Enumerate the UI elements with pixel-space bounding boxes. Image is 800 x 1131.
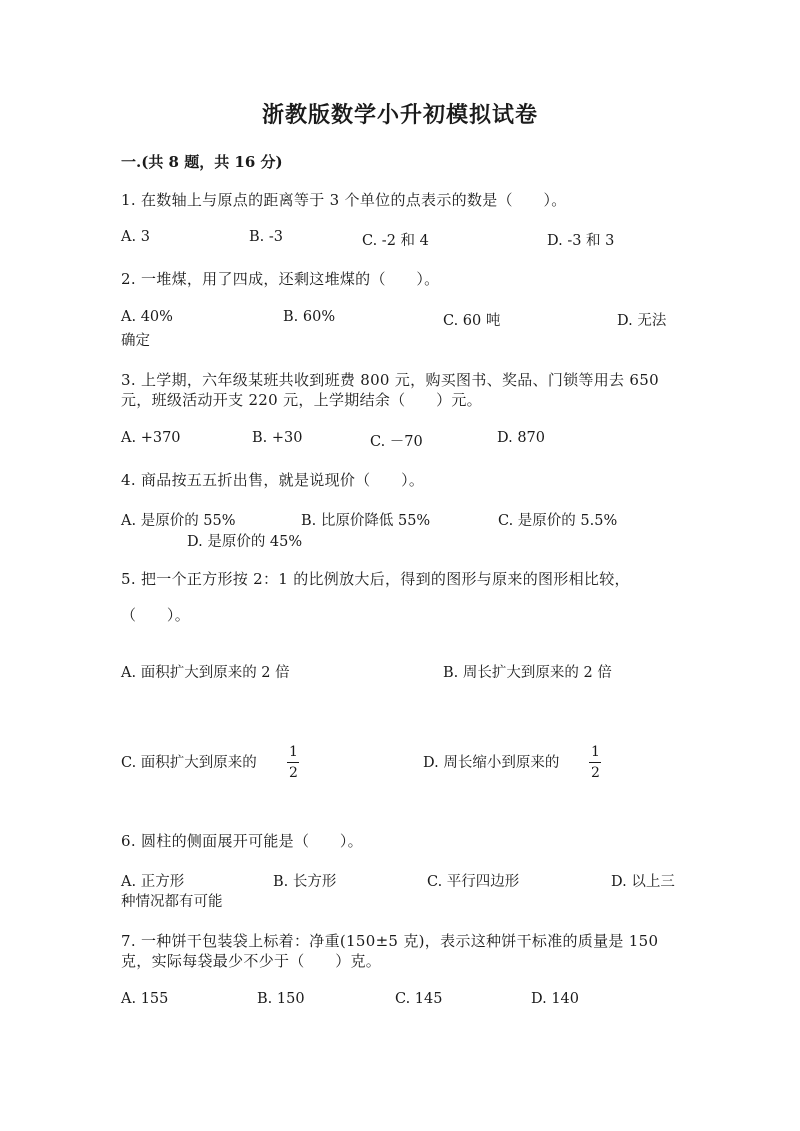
question-3-option-b[interactable]: B. +30 xyxy=(252,430,303,446)
question-3-option-c[interactable]: C. －70 xyxy=(370,434,423,450)
question-4-option-b[interactable]: B. 比原价降低 55% xyxy=(301,513,431,529)
question-5-option-d-fraction xyxy=(589,745,602,780)
question-1-option-c[interactable]: C. -2 和 4 xyxy=(362,233,429,249)
question-7-text-line-2: 克，实际每袋最少不少于（ ）克。 xyxy=(121,952,382,970)
question-4-option-c[interactable]: C. 是原价的 5.5% xyxy=(498,513,618,529)
question-1-option-b[interactable]: B. -3 xyxy=(249,229,283,245)
question-3-text-line-1: 3. 上学期，六年级某班共收到班费 800 元，购买图书、奖品、门锁等用去 650 xyxy=(121,371,659,389)
page-title: 浙教版数学小升初模拟试卷 xyxy=(261,102,538,128)
question-7-text-line-1: 7. 一种饼干包装袋上标着：净重(150±5 克)，表示这种饼干标准的质量是 150 xyxy=(121,932,659,950)
question-5-text-line-1: 5. 把一个正方形按 2：1 的比例放大后，得到的图形与原来的图形相比较， xyxy=(121,570,630,588)
question-5-option-d[interactable]: D. 周长缩小到原来的 xyxy=(423,755,560,771)
question-3-text-line-2: 元，班级活动开支 220 元，上学期结余（ ）元。 xyxy=(121,391,482,409)
question-3-option-a[interactable]: A. +370 xyxy=(121,430,181,446)
question-3-option-d[interactable]: D. 870 xyxy=(497,430,546,446)
question-4-option-d[interactable]: D. 是原价的 45% xyxy=(187,534,303,550)
question-6-option-d-continued: 种情况都有可能 xyxy=(121,894,223,910)
question-5-option-b[interactable]: B. 周长扩大到原来的 2 倍 xyxy=(443,665,612,681)
question-6-option-b[interactable]: B. 长方形 xyxy=(273,874,337,890)
question-2-text: 2. 一堆煤，用了四成，还剩这堆煤的（ ）。 xyxy=(121,270,440,288)
question-5-option-c[interactable]: C. 面积扩大到原来的 xyxy=(121,755,257,771)
question-2-option-d[interactable]: D. 无法 xyxy=(617,313,667,329)
question-7-option-c[interactable]: C. 145 xyxy=(395,991,443,1007)
question-1-option-a[interactable]: A. 3 xyxy=(121,229,150,245)
question-2-option-c[interactable]: C. 60 吨 xyxy=(443,313,501,329)
question-6-text: 6. 圆柱的侧面展开可能是（ ）。 xyxy=(121,832,363,850)
question-6-option-c[interactable]: C. 平行四边形 xyxy=(427,874,520,890)
question-4-option-a[interactable]: A. 是原价的 55% xyxy=(121,513,236,529)
question-5-option-c-fraction xyxy=(287,745,300,780)
question-1-text: 1. 在数轴上与原点的距离等于 3 个单位的点表示的数是（ ）。 xyxy=(121,191,567,209)
question-7-option-a[interactable]: A. 155 xyxy=(121,991,169,1007)
question-6-option-d[interactable]: D. 以上三 xyxy=(611,874,675,890)
question-5-option-a[interactable]: A. 面积扩大到原来的 2 倍 xyxy=(121,665,290,681)
question-1-option-d[interactable]: D. -3 和 3 xyxy=(547,233,615,249)
fraction-bar xyxy=(287,762,299,763)
question-6-option-a[interactable]: A. 正方形 xyxy=(121,874,185,890)
question-5-text-line-2: （ ）。 xyxy=(121,606,191,624)
question-7-option-b[interactable]: B. 150 xyxy=(257,991,305,1007)
fraction-denominator: 2 xyxy=(591,765,600,781)
question-2-option-a[interactable]: A. 40% xyxy=(121,309,173,325)
question-7-option-d[interactable]: D. 140 xyxy=(531,991,580,1007)
fraction-bar xyxy=(589,762,601,763)
question-2-option-b[interactable]: B. 60% xyxy=(283,309,336,325)
question-4-text: 4. 商品按五五折出售，就是说现价（ ）。 xyxy=(121,471,425,489)
question-2-option-d-continued: 确定 xyxy=(121,333,150,349)
section-heading: 一.(共 8 题，共 16 分) xyxy=(121,153,283,171)
fraction-numerator: 1 xyxy=(591,744,600,760)
fraction-denominator: 2 xyxy=(289,765,298,781)
fraction-numerator: 1 xyxy=(289,744,298,760)
